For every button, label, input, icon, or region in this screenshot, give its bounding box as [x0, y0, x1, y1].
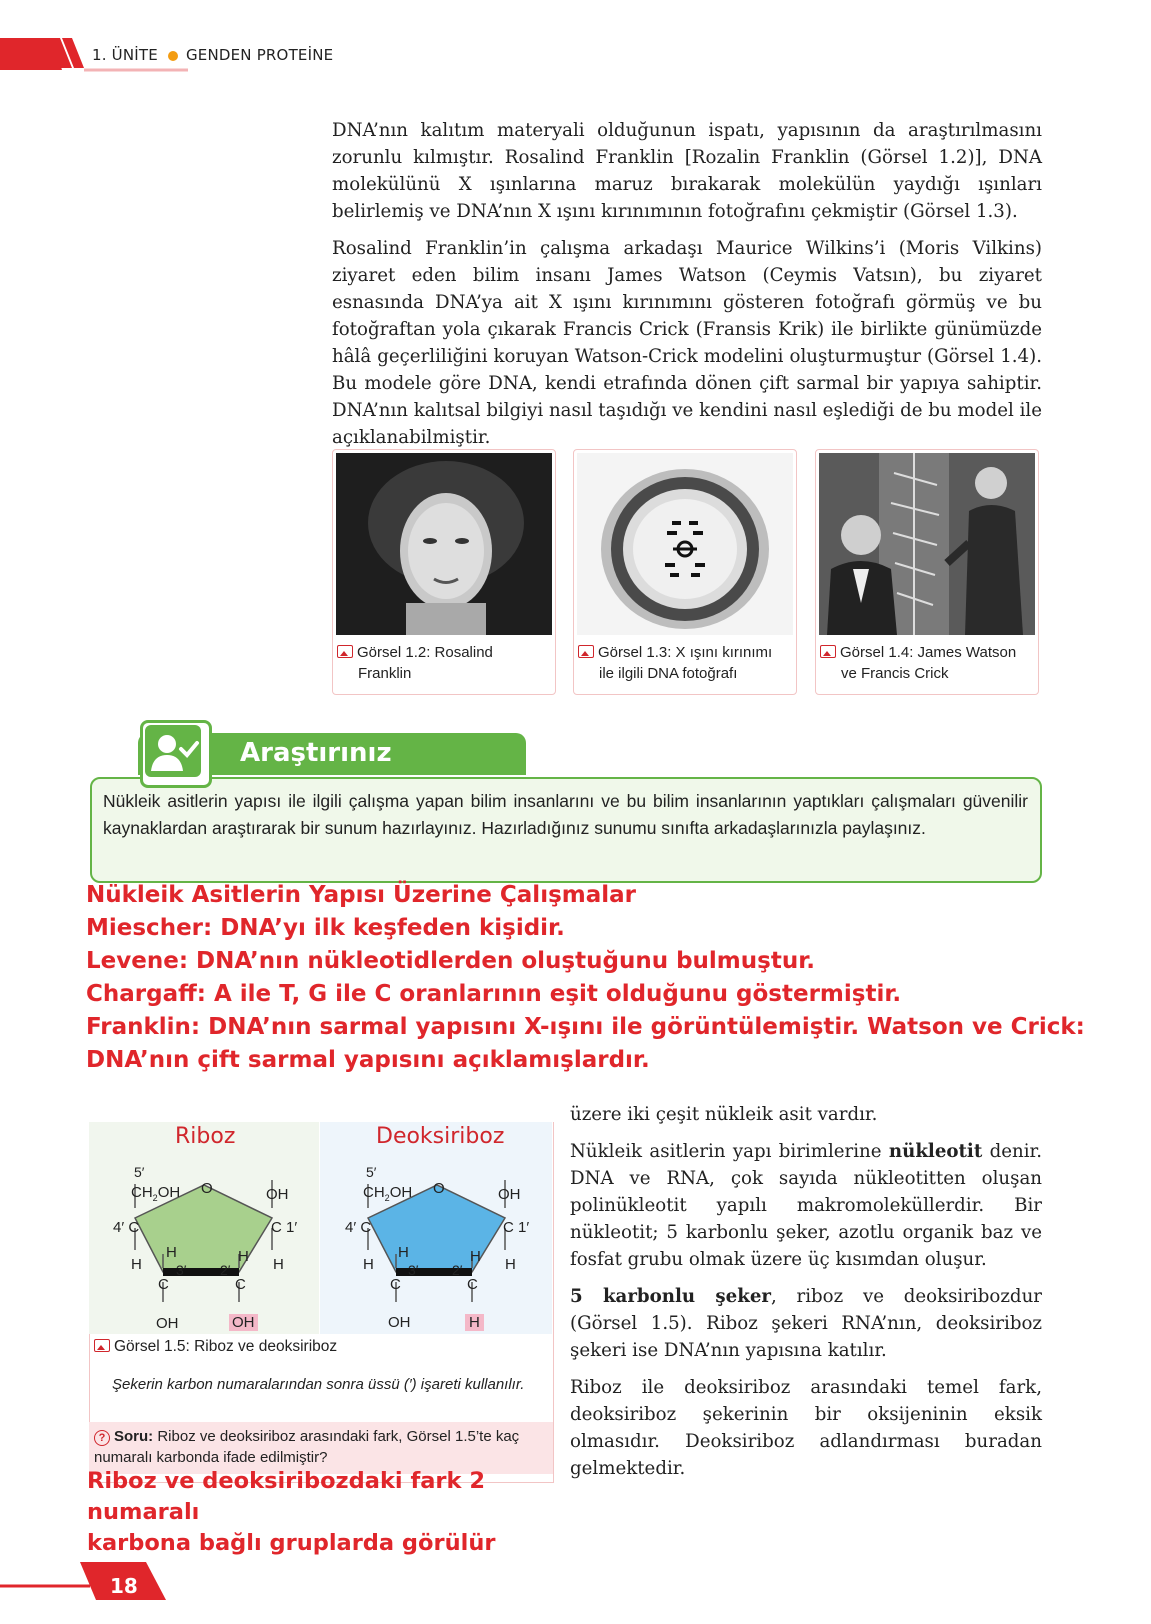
paragraph: Rosalind Franklin’in çalışma arkadaşı Maurice Wilkins’i (Moris Vilkins) ziyaret eden bilim insanı James Watson (Ceymis Vatsın), bu ziyaret esnasında DNA’ya ait X ışını kırınımını gösteren fotoğrafı görmüş ve bu fotoğraftan yola çıkarak Francis Crick (Fransis Krik) ile birlikte günümüzde hâlâ geçerliliğini koruyan Watson-Crick modelini oluşturmuştur (Görsel 1.4). Bu modele göre DNA, kendi etrafında dönen çift sarmal bir yapıya sahiptir. DNA’nın kalıtsal bilgiyi nasıl taşıdığı ve kendini nasıl eşlediği de bu model ile açıklanabilmiştir. — [332, 238, 1042, 448]
deoxyribose-structure — [320, 1150, 552, 1335]
paragraph: Nükleik asitlerin yapı birimlerine nükleotit denir. DNA ve RNA, çok sayıda nükleotitten oluşan polinükleotit yapılı makromoleküllerdir. Bir nükleotit; 5 karbonlu şeker, azotlu organik baz ve fosfat grubu olmak üzere üç kısımdan oluşur. — [570, 1141, 1042, 1270]
image-icon — [578, 645, 594, 658]
ribose-structure — [89, 1150, 319, 1335]
annotation-line: Franklin: DNA’nın sarmal yapısını X-ışını ile görüntülemiştir. Watson ve Crick: — [86, 1014, 1085, 1040]
header-dot-icon — [168, 51, 178, 61]
intro-text — [332, 117, 1042, 461]
xray-photo — [577, 453, 793, 635]
annotation-line: Chargaff: A ile T, G ile C oranlarının eşit olduğunu göstermiştir. — [86, 981, 902, 1007]
figure-note: Şekerin karbon numaralarından sonra üssü (′) işareti kullanılır. — [112, 1376, 525, 1393]
right-column-text — [570, 1101, 1042, 1492]
photo-caption: Görsel 1.2: Rosalind Franklin — [337, 642, 551, 684]
research-title: Araştırınız — [240, 738, 392, 768]
answer-line: karbona bağlı gruplarda görülür — [87, 1530, 496, 1556]
answer-notes — [87, 1466, 557, 1559]
paragraph: Riboz ile deoksiriboz arasındaki temel fark, deoksiriboz şekerinin bir oksijeninin eksik olmasıdır. Deoksiriboz adlandırması buradan gelmektedir. — [570, 1377, 1042, 1479]
question-text: ? Soru: Riboz ve deoksiriboz arasındaki fark, Görsel 1.5’te kaç numaralı karbonda ifade edilmiştir? — [94, 1428, 520, 1466]
ribose-title: Riboz — [175, 1124, 236, 1149]
header-breadcrumb — [92, 46, 333, 64]
annotation-line: Miescher: DNA’yı ilk keşfeden kişidir. — [86, 915, 565, 941]
paragraph: 5 karbonlu şeker, riboz ve deoksiribozdur (Görsel 1.5). Riboz şekeri RNA’nın, deoksiriboz şekeri ise DNA’nın yapısına katılır. — [570, 1286, 1042, 1361]
franklin-photo — [336, 453, 552, 635]
photo-caption: Görsel 1.3: X ışını kırınımı ile ilgili DNA fotoğrafı — [578, 642, 792, 684]
page-number: 18 — [110, 1574, 138, 1598]
image-icon — [94, 1339, 110, 1352]
watson-crick-photo — [819, 453, 1035, 635]
unit-label: 1. ÜNİTE — [92, 46, 158, 64]
footer-page-tab — [0, 1560, 170, 1604]
deoxy-2-h-highlight: H — [465, 1314, 484, 1331]
photo-card-xray — [573, 449, 797, 695]
ribose-2-oh-highlight: OH — [229, 1314, 258, 1331]
paragraph: üzere iki çeşit nükleik asit vardır. — [570, 1104, 878, 1125]
deoxyribose-title: Deoksiriboz — [376, 1124, 505, 1149]
annotation-notes — [86, 879, 1086, 1077]
annotation-line: DNA’nın çift sarmal yapısını açıklamışlardır. — [86, 1047, 650, 1073]
chapter-label: GENDEN PROTEİNE — [185, 46, 334, 64]
photo-card-franklin — [332, 449, 556, 695]
person-check-icon — [143, 723, 203, 779]
paragraph: DNA’nın kalıtım materyali olduğunun ispatı, yapısının da araştırılmasını zorunlu kılmıştır. Rosalind Franklin [Rozalin Franklin (Görsel 1.2)], DNA molekülünü X ışınlarına maruz bırakarak molekülün yaydığı ışınları belirlemiş ve DNA’nın X ışını kırınımının fotoğrafını çekmiştir (Görsel 1.3). — [332, 120, 1042, 222]
answer-line: Riboz ve deoksiribozdaki fark 2 numaralı — [87, 1468, 485, 1525]
annotation-line: Levene: DNA’nın nükleotidlerden oluştuğunu bulmuştur. — [86, 948, 816, 974]
question-icon: ? — [94, 1430, 110, 1446]
image-icon — [337, 645, 353, 658]
research-text: Nükleik asitlerin yapısı ile ilgili çalışma yapan bilim insanlarını ve bu bilim insanlarının yaptıkları çalışmaları güvenilir kaynaklardan araştırarak bir sunum hazırlayınız. Hazırladığınız sunumu sınıfta arkadaşlarınızla paylaşınız. — [103, 791, 1028, 838]
photo-card-watson-crick — [815, 449, 1039, 695]
figure-caption: Görsel 1.5: Riboz ve deoksiriboz — [94, 1338, 337, 1356]
photo-caption: Görsel 1.4: James Watson ve Francis Crick — [820, 642, 1034, 684]
research-icon-box — [140, 720, 212, 788]
annotation-line: Nükleik Asitlerin Yapısı Üzerine Çalışmalar — [86, 882, 637, 908]
image-icon — [820, 645, 836, 658]
